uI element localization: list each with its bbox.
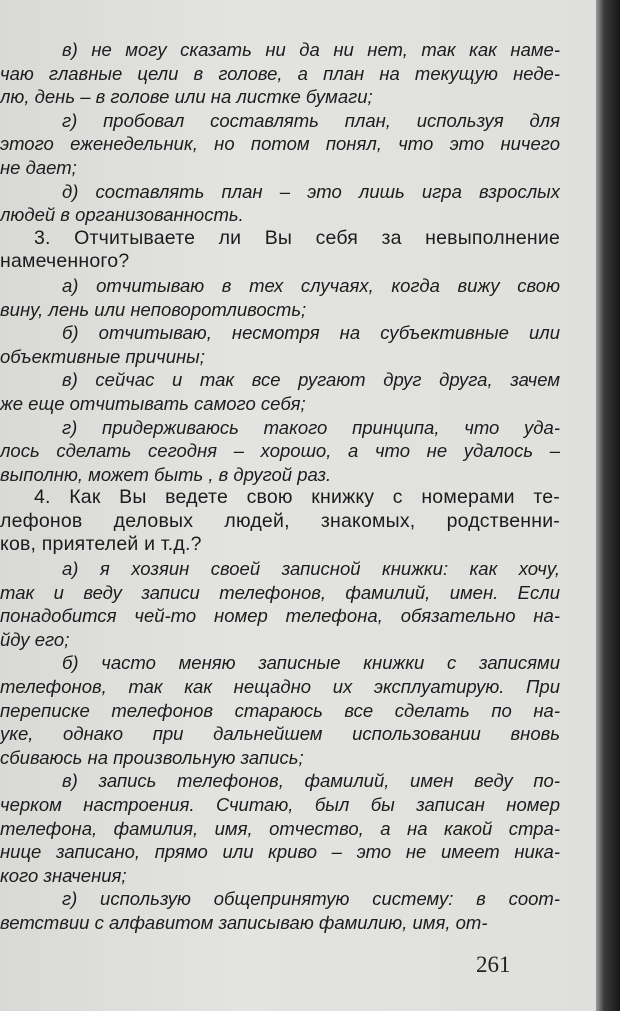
- answer-line: черком настроения. Считаю, был бы записан номер: [0, 794, 560, 815]
- answer-option: [0, 651, 560, 769]
- answer-option: [0, 416, 560, 487]
- answer-line: в) сейчас и так все ругают друг друга, зачем: [62, 369, 560, 391]
- page-number: 261: [476, 952, 511, 977]
- answer-line: б) отчитываю, несмотря на субъективные или: [62, 322, 560, 344]
- answer-line: лось сделать сегодня – хорошо, а что не удалось –: [0, 440, 560, 462]
- answer-line: вину, лень или неповоротливость;: [0, 298, 307, 320]
- question-line: ков, приятелей и т.д.?: [0, 533, 202, 556]
- answer-line: переписке телефонов стараюсь все сделать по на-: [0, 699, 560, 721]
- answer-line: сбиваюсь на произвольную запись;: [0, 746, 304, 768]
- answer-line: кого значения;: [0, 864, 127, 886]
- answer-line: людей в организованность.: [0, 204, 244, 226]
- answer-line: в) запись телефонов, фамилий, имен веду по-: [62, 770, 560, 792]
- answer-line: г) придерживаюсь такого принципа, что уда-: [62, 416, 560, 438]
- question-block: [0, 227, 560, 274]
- answer-line: в) не могу сказать ни да ни нет, так как наме-: [62, 39, 560, 60]
- answer-line: же еще отчитывать самого себя;: [0, 392, 306, 414]
- answer-line: уке, однако при дальнейшем использовании вновь: [0, 723, 560, 745]
- answer-line: нице записано, прямо или криво – это не имеет ника-: [0, 841, 560, 863]
- answer-option: [0, 769, 560, 887]
- question-line: намеченного?: [0, 250, 130, 273]
- answer-option: [0, 321, 560, 368]
- answer-line: понадобится чей-то номер телефона, обязательно на-: [0, 605, 560, 627]
- answer-line: выполню, может быть , в другой раз.: [0, 463, 332, 485]
- answer-line: телефона, фамилия, имя, отчество, а на какой стра-: [0, 817, 560, 839]
- answer-line: ветствии с алфавитом записываю фамилию, имя, от-: [0, 911, 488, 933]
- answer-option: [0, 180, 560, 227]
- answer-line: г) пробовал составлять план, используя для: [62, 109, 560, 131]
- answer-line: а) я хозяин своей записной книжки: как хочу,: [62, 558, 560, 580]
- answer-line: а) отчитываю в тех случаях, когда вижу свою: [62, 274, 560, 296]
- answer-line: объективные причины;: [0, 345, 205, 367]
- answer-option: [0, 557, 560, 651]
- question-line: 3. Отчитываете ли Вы себя за невыполнение: [34, 226, 560, 249]
- answer-option: [0, 109, 560, 180]
- answer-line: не дает;: [0, 156, 77, 178]
- answer-line: г) использую общепринятую систему: в соот-: [62, 888, 560, 910]
- answer-line: так и веду записи телефонов, фамилий, имен. Если: [0, 581, 560, 603]
- answer-option: [0, 274, 560, 321]
- book-spine-shadow: [596, 0, 620, 1011]
- answer-line: чаю главные цели в голове, а план на текущую неде-: [0, 62, 560, 84]
- question-line: 4. Как Вы ведете свою книжку с номерами те-: [34, 486, 560, 509]
- answer-line: лю, день – в голове или на листке бумаги;: [0, 86, 373, 108]
- answer-line: телефонов, так как нещадно их эксплуатирую. При: [0, 676, 560, 698]
- answer-line: б) часто меняю записные книжки с записями: [62, 652, 560, 674]
- answer-option: [0, 887, 560, 934]
- answer-line: д) составлять план – это лишь игра взрослых: [62, 180, 560, 202]
- answer-line: йду его;: [0, 628, 70, 650]
- question-line: лефонов деловых людей, знакомых, родственни-: [0, 509, 560, 532]
- page-text: [0, 38, 560, 935]
- answer-option: [0, 38, 560, 109]
- question-block: [0, 486, 560, 557]
- answer-option: [0, 368, 560, 415]
- answer-line: этого еженедельник, но потом понял, что это ничего: [0, 133, 560, 155]
